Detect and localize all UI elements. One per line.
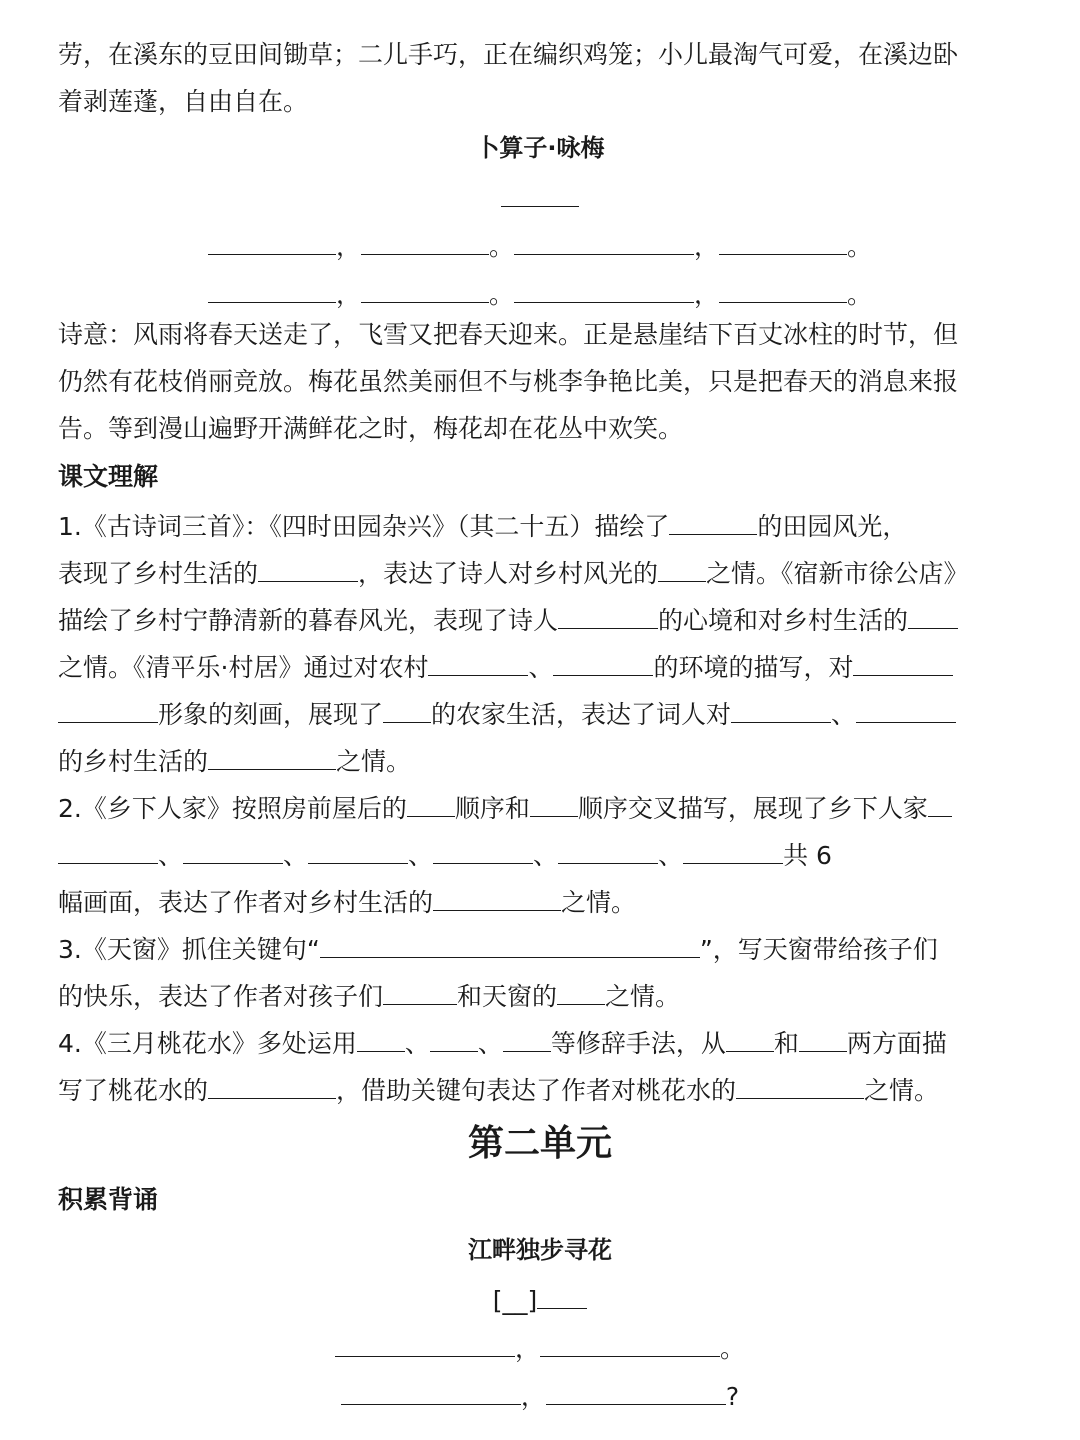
- punct: 。: [488, 232, 514, 261]
- poem1-title: 卜算子·咏梅: [475, 134, 605, 162]
- answer-blank[interactable]: [557, 978, 605, 1005]
- answer-blank[interactable]: [320, 931, 700, 958]
- author-blank[interactable]: [501, 180, 579, 207]
- answer-blank[interactable]: [433, 837, 533, 864]
- poem1-meaning-line-2: 仍然有花枝俏丽竞放。梅花虽然美丽但不与桃李争艳比美，只是把春天的消息来报: [58, 367, 959, 396]
- q3-line-1: 3.《天窗》抓住关键句“ ”，写天窗带给孩子们: [58, 931, 938, 967]
- answer-blank[interactable]: [503, 1025, 551, 1052]
- section-heading-memorize: 积累背诵: [58, 1185, 159, 1214]
- answer-blank[interactable]: [558, 602, 658, 629]
- poem2-verse-line-2: ， ?: [0, 1378, 1080, 1414]
- answer-blank[interactable]: [658, 555, 706, 582]
- verse-blank[interactable]: [335, 1330, 515, 1357]
- q1-line-6: 的乡村生活的 之情。: [58, 743, 411, 779]
- punct: 。: [488, 280, 514, 309]
- punct: ，: [335, 280, 361, 309]
- answer-blank[interactable]: [731, 696, 831, 723]
- poem1-meaning-line-1: 诗意：风雨将春天送走了，飞雪又把春天迎来。正是悬崖结下百丈冰柱的时节，但: [58, 320, 959, 349]
- answer-blank[interactable]: [407, 790, 455, 817]
- answer-blank[interactable]: [58, 696, 158, 723]
- answer-blank[interactable]: [558, 837, 658, 864]
- answer-blank[interactable]: [683, 837, 783, 864]
- q1-line-4: 之情。《清平乐·村居》通过对农村 、 的环境的描写，对: [58, 649, 953, 685]
- q1-line-5: 形象的刻画，展现了 的农家生活，表达了词人对 、: [58, 696, 956, 732]
- punct: ，: [694, 232, 720, 261]
- section-heading-understanding: 课文理解: [58, 462, 159, 491]
- q1-line-2: 表现了乡村生活的 ，表达了诗人对乡村风光的 之情。《宿新市徐公店》: [58, 555, 969, 591]
- intro-line-1: 劳，在溪东的豆田间锄草；二儿手巧，正在编织鸡笼；小儿最淘气可爱，在溪边卧: [58, 40, 959, 69]
- answer-blank[interactable]: [258, 555, 358, 582]
- q2-line-3: 幅画面，表达了作者对乡村生活的 之情。: [58, 884, 636, 920]
- answer-blank[interactable]: [669, 508, 757, 535]
- answer-blank[interactable]: [183, 837, 283, 864]
- verse-blank[interactable]: [719, 228, 847, 255]
- verse-blank[interactable]: [719, 276, 847, 303]
- unit-title: 第二单元: [467, 1123, 612, 1164]
- verse-blank[interactable]: [540, 1330, 720, 1357]
- verse-blank[interactable]: [341, 1378, 521, 1405]
- answer-blank[interactable]: [383, 696, 431, 723]
- q1-line-1: 1.《古诗词三首》：《四时田园杂兴》（其二十五）描绘了 的田园风光，: [58, 508, 907, 544]
- poem2-author-line: [0, 1282, 1080, 1318]
- q2-line-1: 2.《乡下人家》按照房前屋后的 顺序和 顺序交叉描写，展现了乡下人家: [58, 790, 952, 826]
- q2-line-2: 、 、 、 、 、 共 6: [58, 837, 832, 873]
- q4-line-2: 写了桃花水的 ，借助关键句表达了作者对桃花水的 之情。: [58, 1072, 939, 1108]
- poem1-verse-line-1: [0, 228, 1080, 264]
- poem1-meaning-line-3: 告。等到漫山遍野开满鲜花之时，梅花却在花丛中欢笑。: [58, 414, 684, 443]
- answer-blank[interactable]: [736, 1072, 864, 1099]
- answer-blank[interactable]: [428, 649, 528, 676]
- answer-blank[interactable]: [928, 790, 952, 817]
- poem2-verse-line-1: ， 。: [0, 1330, 1080, 1366]
- verse-blank[interactable]: [361, 228, 489, 255]
- verse-blank[interactable]: [208, 276, 336, 303]
- punct: ，: [694, 280, 720, 309]
- answer-blank[interactable]: [58, 837, 158, 864]
- answer-blank[interactable]: [308, 837, 408, 864]
- answer-blank[interactable]: [856, 696, 956, 723]
- punct: ，: [335, 232, 361, 261]
- answer-blank[interactable]: [357, 1025, 405, 1052]
- q4-line-1: 4.《三月桃花水》多处运用 、 、 等修辞手法，从 和 两方面描: [58, 1025, 947, 1061]
- author-blank[interactable]: [537, 1282, 587, 1309]
- answer-blank[interactable]: [908, 602, 958, 629]
- punct: 。: [847, 280, 873, 309]
- poem1-verse-line-2: [0, 276, 1080, 312]
- answer-blank[interactable]: [530, 790, 578, 817]
- answer-blank[interactable]: [853, 649, 953, 676]
- poem2-title: 江畔独步寻花: [468, 1236, 612, 1264]
- answer-blank[interactable]: [553, 649, 653, 676]
- verse-blank[interactable]: [514, 228, 694, 255]
- punct: 。: [847, 232, 873, 261]
- verse-blank[interactable]: [546, 1378, 726, 1405]
- q1-line-3: 描绘了乡村宁静清新的暮春风光，表现了诗人 的心境和对乡村生活的: [58, 602, 958, 638]
- answer-blank[interactable]: [726, 1025, 774, 1052]
- answer-blank[interactable]: [208, 743, 336, 770]
- intro-line-2: 着剥莲蓬，自由自在。: [58, 87, 309, 116]
- verse-blank[interactable]: [208, 228, 336, 255]
- verse-blank[interactable]: [514, 276, 694, 303]
- verse-blank[interactable]: [361, 276, 489, 303]
- q3-line-2: 的快乐，表达了作者对孩子们 和天窗的 之情。: [58, 978, 680, 1014]
- poem1-author-blank: [0, 180, 1080, 216]
- answer-blank[interactable]: [430, 1025, 478, 1052]
- answer-blank[interactable]: [433, 884, 561, 911]
- answer-blank[interactable]: [208, 1072, 336, 1099]
- answer-blank[interactable]: [383, 978, 457, 1005]
- dynasty-bracket[interactable]: [__]: [492, 1286, 538, 1315]
- answer-blank[interactable]: [799, 1025, 847, 1052]
